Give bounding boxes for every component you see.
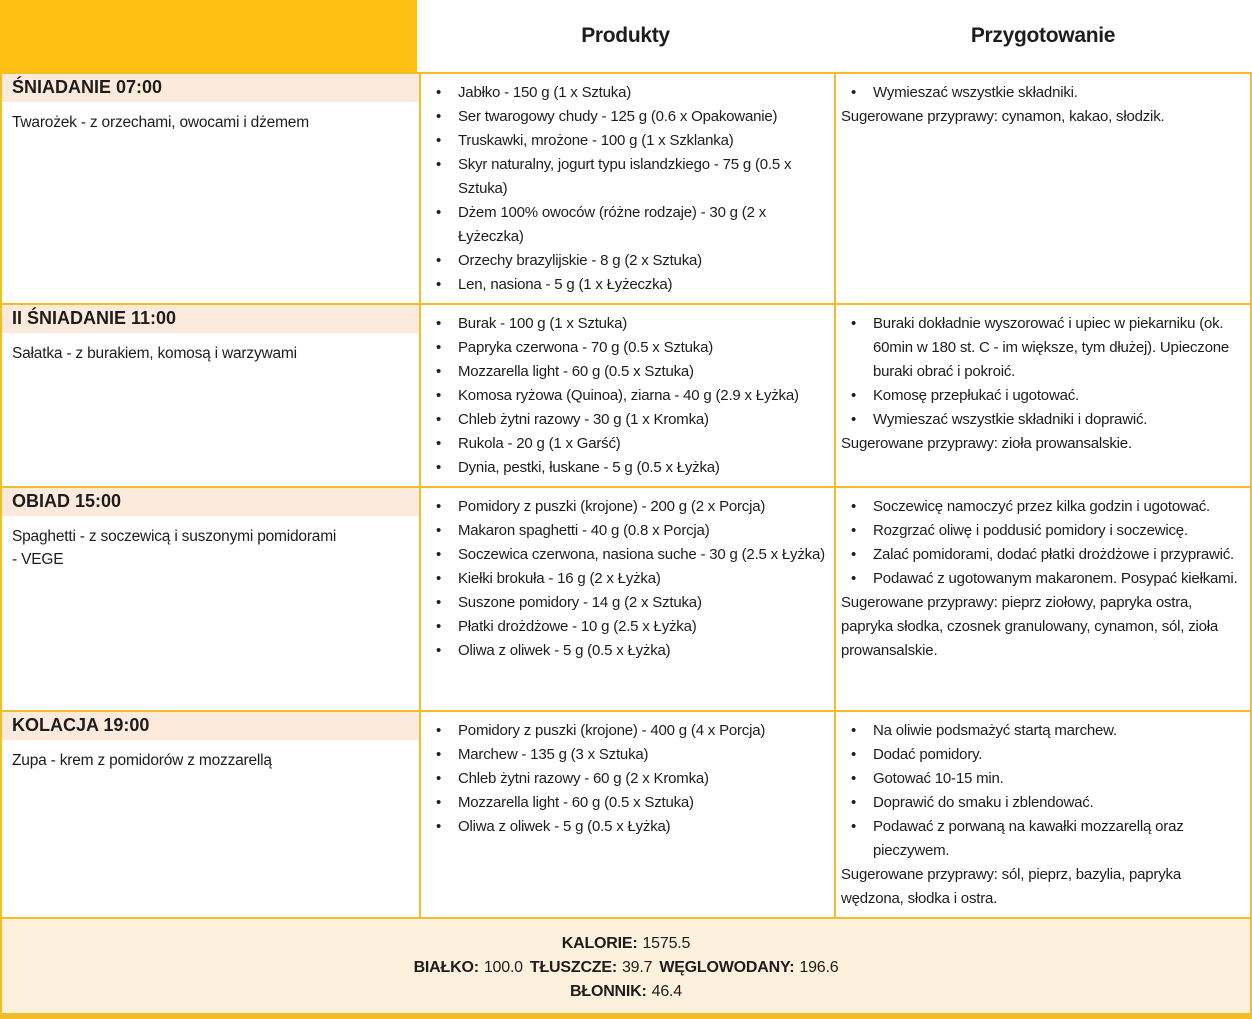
preparation-cell: [834, 305, 1250, 486]
table-header-row: [0, 0, 1252, 72]
preparation-column-header: Przygotowanie: [970, 24, 1116, 47]
preparation-cell: [834, 74, 1250, 303]
preparation-cell: [834, 488, 1250, 710]
products-list: [421, 81, 830, 297]
product-item: • Soczewica czerwona, nasiona suche - 30 g (2.5 x Łyżka): [421, 543, 830, 567]
meal-description: Zupa - krem z pomidorów z mozzarellą: [12, 752, 272, 769]
meal-info-cell: [2, 712, 419, 917]
header-accent-block: [0, 0, 417, 72]
product-item: • Płatki drożdżowe - 10 g (2.5 x Łyżka): [421, 615, 830, 639]
summary-line-calories: [2, 932, 1250, 956]
product-item: • Dżem 100% owoców (różne rodzaje) - 30 g (2 x Łyżeczka): [421, 201, 830, 249]
product-item: • Dynia, pestki, łuskane - 5 g (0.5 x Łyżka): [421, 456, 830, 480]
meal-title: II ŚNIADANIE 11:00: [2, 305, 419, 333]
meal-info-cell: [2, 488, 419, 710]
carbs-value: 196.6: [799, 959, 839, 976]
product-item: • Kiełki brokuła - 16 g (2 x Łyżka): [421, 567, 830, 591]
suggested-spices: Sugerowane przyprawy: zioła prowansalskie.: [841, 435, 1132, 452]
product-item: • Marchew - 135 g (3 x Sztuka): [421, 743, 830, 767]
preparation-steps-list: [836, 312, 1244, 432]
products-cell: [419, 712, 834, 917]
product-item: • Mozzarella light - 60 g (0.5 x Sztuka): [421, 360, 830, 384]
preparation-steps-list: [836, 495, 1244, 591]
preparation-step: • Podawać z porwaną na kawałki mozzarellą oraz pieczywem.: [836, 815, 1244, 863]
product-item: • Chleb żytni razowy - 30 g (1 x Kromka): [421, 408, 830, 432]
product-item: • Oliwa z oliwek - 5 g (0.5 x Łyżka): [421, 815, 830, 839]
preparation-step: • Dodać pomidory.: [836, 743, 1244, 767]
product-item: • Ser twarogowy chudy - 125 g (0.6 x Opakowanie): [421, 105, 830, 129]
meal-row-kolacja: [2, 710, 1250, 917]
preparation-step: • Na oliwie podsmażyć startą marchew.: [836, 719, 1244, 743]
carbs-label: WĘGLOWODANY:: [659, 959, 795, 976]
meal-description: Spaghetti - z soczewicą i suszonymi pomidorami - VEGE: [12, 528, 337, 568]
meal-description: Sałatka - z burakiem, komosą i warzywami: [12, 345, 297, 362]
meal-row-ii-sniadanie: [2, 303, 1250, 486]
bottom-accent-bar: [0, 1013, 1252, 1019]
product-item: • Pomidory z puszki (krojone) - 400 g (4 x Porcja): [421, 719, 830, 743]
preparation-steps-list: [836, 719, 1244, 863]
preparation-step: • Komosę przepłukać i ugotować.: [836, 384, 1244, 408]
product-item: • Rukola - 20 g (1 x Garść): [421, 432, 830, 456]
preparation-step: • Rozgrzać oliwę i poddusić pomidory i soczewicę.: [836, 519, 1244, 543]
calories-label: KALORIE:: [561, 935, 638, 952]
product-item: • Truskawki, mrożone - 100 g (1 x Szklanka): [421, 129, 830, 153]
preparation-step: • Gotować 10-15 min.: [836, 767, 1244, 791]
fat-value: 39.7: [621, 959, 653, 976]
product-item: • Makaron spaghetti - 40 g (0.8 x Porcja): [421, 519, 830, 543]
summary-line-fiber: [2, 980, 1250, 1004]
products-list: [421, 495, 830, 663]
suggested-spices: Sugerowane przyprawy: cynamon, kakao, słodzik.: [841, 108, 1165, 125]
products-column-header: Produkty: [581, 24, 670, 47]
products-cell: [419, 74, 834, 303]
product-item: • Oliwa z oliwek - 5 g (0.5 x Łyżka): [421, 639, 830, 663]
meal-description: Twarożek - z orzechami, owocami i dżemem: [12, 114, 309, 131]
meal-info-cell: [2, 74, 419, 303]
preparation-step: • Soczewicę namoczyć przez kilka godzin i ugotować.: [836, 495, 1244, 519]
meal-title: OBIAD 15:00: [2, 488, 419, 516]
protein-label: BIAŁKO:: [413, 959, 479, 976]
product-item: • Suszone pomidory - 14 g (2 x Sztuka): [421, 591, 830, 615]
summary-line-macros: [2, 956, 1250, 980]
products-list: [421, 312, 830, 480]
preparation-step: • Doprawić do smaku i zblendować.: [836, 791, 1244, 815]
product-item: • Jabłko - 150 g (1 x Sztuka): [421, 81, 830, 105]
product-item: • Chleb żytni razowy - 60 g (2 x Kromka): [421, 767, 830, 791]
preparation-step: • Wymieszać wszystkie składniki i doprawić.: [836, 408, 1244, 432]
meal-row-sniadanie: [2, 72, 1250, 303]
meal-info-cell: [2, 305, 419, 486]
products-list: [421, 719, 830, 839]
product-item: • Pomidory z puszki (krojone) - 200 g (2 x Porcja): [421, 495, 830, 519]
meal-table-body: [0, 72, 1252, 1013]
products-cell: [419, 305, 834, 486]
product-item: • Mozzarella light - 60 g (0.5 x Sztuka): [421, 791, 830, 815]
preparation-step: • Wymieszać wszystkie składniki.: [836, 81, 1244, 105]
product-item: • Orzechy brazylijskie - 8 g (2 x Sztuka): [421, 249, 830, 273]
meal-title: KOLACJA 19:00: [2, 712, 419, 740]
preparation-steps-list: [836, 81, 1244, 105]
preparation-step: • Buraki dokładnie wyszorować i upiec w piekarniku (ok. 60min w 180 st. C - im większe, tym dłużej). Upieczone buraki obrać i pokroić.: [836, 312, 1244, 384]
preparation-cell: [834, 712, 1250, 917]
product-item: • Komosa ryżowa (Quinoa), ziarna - 40 g (2.9 x Łyżka): [421, 384, 830, 408]
product-item: • Len, nasiona - 5 g (1 x Łyżeczka): [421, 273, 830, 297]
meal-title: ŚNIADANIE 07:00: [2, 74, 419, 102]
fiber-value: 46.4: [651, 983, 682, 1000]
protein-value: 100.0: [483, 959, 523, 976]
fat-label: TŁUSZCZE:: [529, 959, 617, 976]
preparation-step: • Zalać pomidorami, dodać płatki drożdżowe i przyprawić.: [836, 543, 1244, 567]
calories-value: 1575.5: [642, 935, 691, 952]
suggested-spices: Sugerowane przyprawy: sól, pieprz, bazylia, papryka wędzona, słodka i ostra.: [841, 866, 1181, 907]
product-item: • Papryka czerwona - 70 g (0.5 x Sztuka): [421, 336, 830, 360]
product-item: • Skyr naturalny, jogurt typu islandzkiego - 75 g (0.5 x Sztuka): [421, 153, 830, 201]
fiber-label: BŁONNIK:: [570, 983, 647, 1000]
products-cell: [419, 488, 834, 710]
product-item: • Burak - 100 g (1 x Sztuka): [421, 312, 830, 336]
meal-row-obiad: [2, 486, 1250, 710]
preparation-step: • Podawać z ugotowanym makaronem. Posypać kiełkami.: [836, 567, 1244, 591]
suggested-spices: Sugerowane przyprawy: pieprz ziołowy, papryka ostra, papryka słodka, czosnek granulowany, cynamon, sól, zioła prowansalskie.: [841, 594, 1219, 659]
